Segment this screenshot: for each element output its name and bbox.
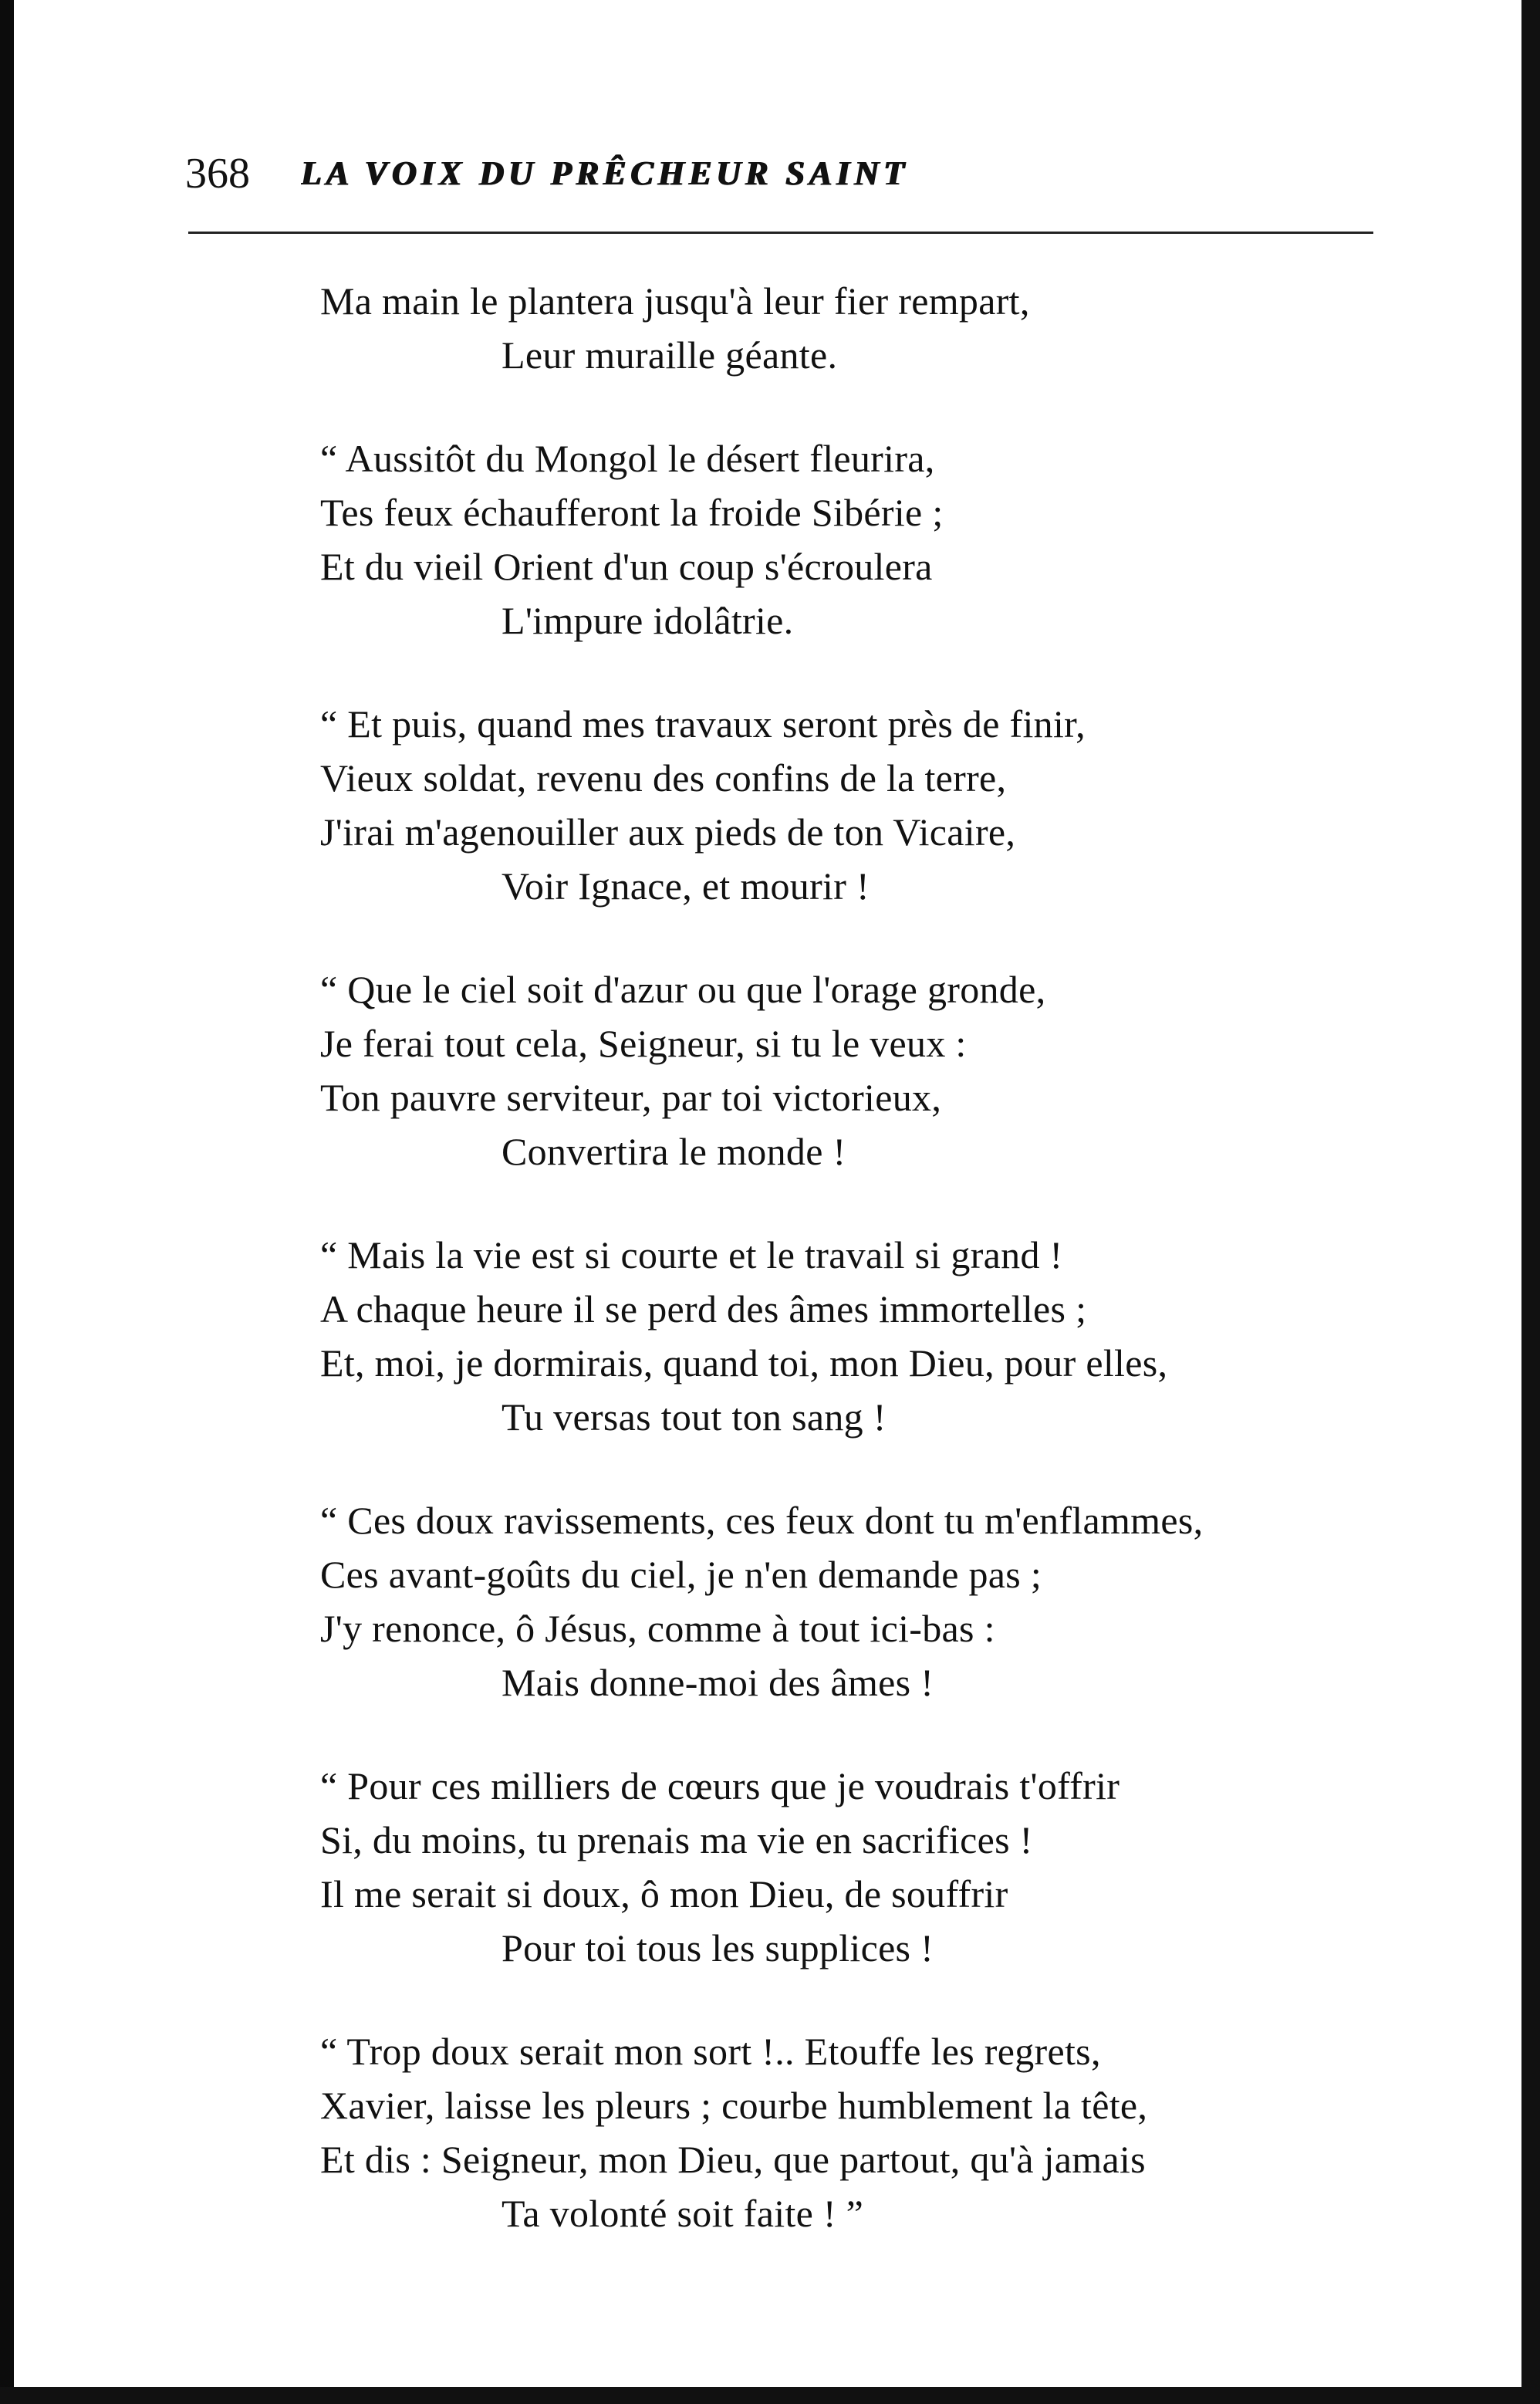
verse-line: Et dis : Seigneur, mon Dieu, que partout, qu'à jamais bbox=[320, 2138, 1146, 2181]
verse-line: “ Ces doux ravissements, ces feux dont tu m'enflammes, bbox=[320, 1499, 1204, 1542]
verse-line: Vieux soldat, revenu des confins de la terre, bbox=[320, 756, 1007, 800]
verse-line: “ Et puis, quand mes travaux seront près de finir, bbox=[320, 702, 1086, 746]
verse-line: Il me serait si doux, ô mon Dieu, de souffrir bbox=[320, 1872, 1008, 1915]
verse-line: Ma main le plantera jusqu'à leur fier rempart, bbox=[320, 279, 1030, 323]
verse-line: Leur muraille géante. bbox=[502, 333, 838, 377]
stanza bbox=[320, 697, 1393, 913]
verse-line: “ Trop doux serait mon sort !.. Etouffe les regrets, bbox=[320, 2030, 1101, 2073]
verse-line: Je ferai tout cela, Seigneur, si tu le veux : bbox=[320, 1022, 967, 1065]
stanza bbox=[320, 1493, 1393, 1709]
verse-line: Ton pauvre serviteur, par toi victorieux, bbox=[320, 1076, 942, 1119]
scan-border-right bbox=[1521, 0, 1540, 2404]
verse-line: Convertira le monde ! bbox=[502, 1130, 846, 1173]
verse-line: “ Mais la vie est si courte et le travail si grand ! bbox=[320, 1233, 1063, 1276]
verse-line: Tu versas tout ton sang ! bbox=[502, 1395, 887, 1439]
stanza bbox=[320, 1759, 1393, 1975]
verse-line: “ Pour ces milliers de cœurs que je voudrais t'offrir bbox=[320, 1764, 1120, 1807]
stanza bbox=[320, 2024, 1393, 2240]
verse-line: Ta volonté soit faite ! ” bbox=[502, 2192, 864, 2235]
verse-line: Mais donne-moi des âmes ! bbox=[502, 1661, 934, 1704]
stanza bbox=[320, 274, 1393, 382]
verse-line: Si, du moins, tu prenais ma vie en sacrifices ! bbox=[320, 1818, 1033, 1861]
stanza bbox=[320, 1228, 1393, 1444]
verse-line: Ces avant-goûts du ciel, je n'en demande pas ; bbox=[320, 1553, 1042, 1596]
verse-line: Xavier, laisse les pleurs ; courbe humblement la tête, bbox=[320, 2084, 1148, 2127]
poem-body bbox=[320, 274, 1393, 2290]
stanza bbox=[320, 962, 1393, 1178]
verse-line: Tes feux échaufferont la froide Sibérie ; bbox=[320, 491, 944, 534]
verse-line: Et, moi, je dormirais, quand toi, mon Dieu, pour elles, bbox=[320, 1341, 1168, 1385]
verse-line: J'y renonce, ô Jésus, comme à tout ici-bas : bbox=[320, 1607, 995, 1650]
scan-border-left bbox=[0, 0, 14, 2404]
verse-line: Et du vieil Orient d'un coup s'écroulera bbox=[320, 545, 933, 588]
header-rule bbox=[188, 232, 1373, 234]
stanza bbox=[320, 431, 1393, 647]
verse-line: Voir Ignace, et mourir ! bbox=[502, 864, 870, 908]
verse-line: Pour toi tous les supplices ! bbox=[502, 1926, 934, 1970]
verse-line: “ Aussitôt du Mongol le désert fleurira, bbox=[320, 437, 935, 480]
page-header bbox=[185, 143, 1373, 205]
verse-line: L'impure idolâtrie. bbox=[502, 599, 794, 642]
page-number: 368 bbox=[185, 150, 250, 198]
verse-line: “ Que le ciel soit d'azur ou que l'orage gronde, bbox=[320, 968, 1046, 1011]
running-title: LA VOIX DU PRÊCHEUR SAINT bbox=[301, 154, 910, 192]
scan-border-bottom bbox=[0, 2387, 1540, 2404]
verse-line: J'irai m'agenouiller aux pieds de ton Vicaire, bbox=[320, 810, 1016, 854]
verse-line: A chaque heure il se perd des âmes immortelles ; bbox=[320, 1287, 1087, 1330]
